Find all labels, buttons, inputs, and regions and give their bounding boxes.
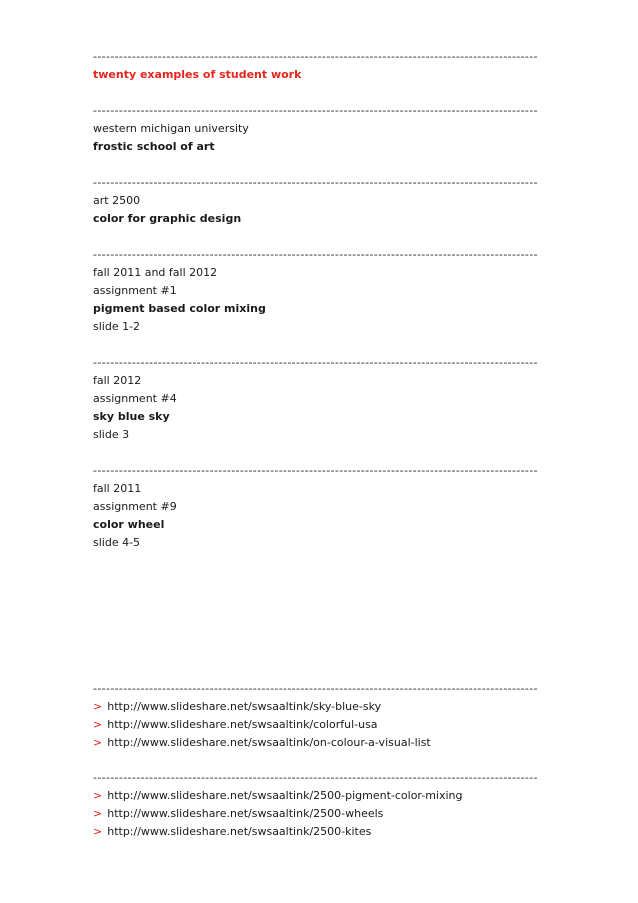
- link-text[interactable]: http://www.slideshare.net/swsaaltink/sky-blue-sky: [107, 700, 382, 713]
- link-text[interactable]: http://www.slideshare.net/swsaaltink/2500-wheels: [107, 807, 384, 820]
- arrow-marker-icon: >: [93, 718, 103, 731]
- link-text[interactable]: http://www.slideshare.net/swsaaltink/2500-kites: [107, 825, 372, 838]
- assignment-slides: slide 4-5: [93, 536, 141, 549]
- divider: -------------------------------------------------------------------------------------------------------: [93, 176, 538, 189]
- arrow-marker-icon: >: [93, 825, 103, 838]
- divider: -------------------------------------------------------------------------------------------------------: [93, 771, 538, 784]
- link-item[interactable]: [93, 807, 383, 821]
- link-item[interactable]: [93, 718, 378, 732]
- arrow-marker-icon: >: [93, 736, 103, 749]
- link-item[interactable]: [93, 736, 431, 750]
- assignment-term: fall 2011: [93, 482, 142, 495]
- course-number: art 2500: [93, 194, 141, 207]
- course-name: color for graphic design: [93, 212, 242, 225]
- document-title: twenty examples of student work: [93, 68, 302, 81]
- arrow-marker-icon: >: [93, 807, 103, 820]
- assignment-number: assignment #4: [93, 392, 177, 405]
- link-item[interactable]: [93, 825, 371, 839]
- assignment-term: fall 2012: [93, 374, 142, 387]
- assignment-slides: slide 1-2: [93, 320, 141, 333]
- divider: -------------------------------------------------------------------------------------------------------: [93, 682, 538, 695]
- assignment-title: sky blue sky: [93, 410, 170, 423]
- assignment-term: fall 2011 and fall 2012: [93, 266, 218, 279]
- divider: -------------------------------------------------------------------------------------------------------: [93, 248, 538, 261]
- divider: -------------------------------------------------------------------------------------------------------: [93, 464, 538, 477]
- arrow-marker-icon: >: [93, 789, 103, 802]
- assignment-slides: slide 3: [93, 428, 130, 441]
- arrow-marker-icon: >: [93, 700, 103, 713]
- assignment-title: pigment based color mixing: [93, 302, 266, 315]
- school-name: frostic school of art: [93, 140, 215, 153]
- assignment-number: assignment #1: [93, 284, 177, 297]
- link-item[interactable]: [93, 700, 381, 714]
- link-text[interactable]: http://www.slideshare.net/swsaaltink/2500-pigment-color-mixing: [107, 789, 463, 802]
- divider: -------------------------------------------------------------------------------------------------------: [93, 104, 538, 117]
- assignment-title: color wheel: [93, 518, 165, 531]
- link-text[interactable]: http://www.slideshare.net/swsaaltink/on-colour-a-visual-list: [107, 736, 431, 749]
- divider: -------------------------------------------------------------------------------------------------------: [93, 356, 538, 369]
- link-item[interactable]: [93, 789, 463, 803]
- link-text[interactable]: http://www.slideshare.net/swsaaltink/colorful-usa: [107, 718, 378, 731]
- divider: -------------------------------------------------------------------------------------------------------: [93, 50, 538, 63]
- institution-name: western michigan university: [93, 122, 249, 135]
- assignment-number: assignment #9: [93, 500, 177, 513]
